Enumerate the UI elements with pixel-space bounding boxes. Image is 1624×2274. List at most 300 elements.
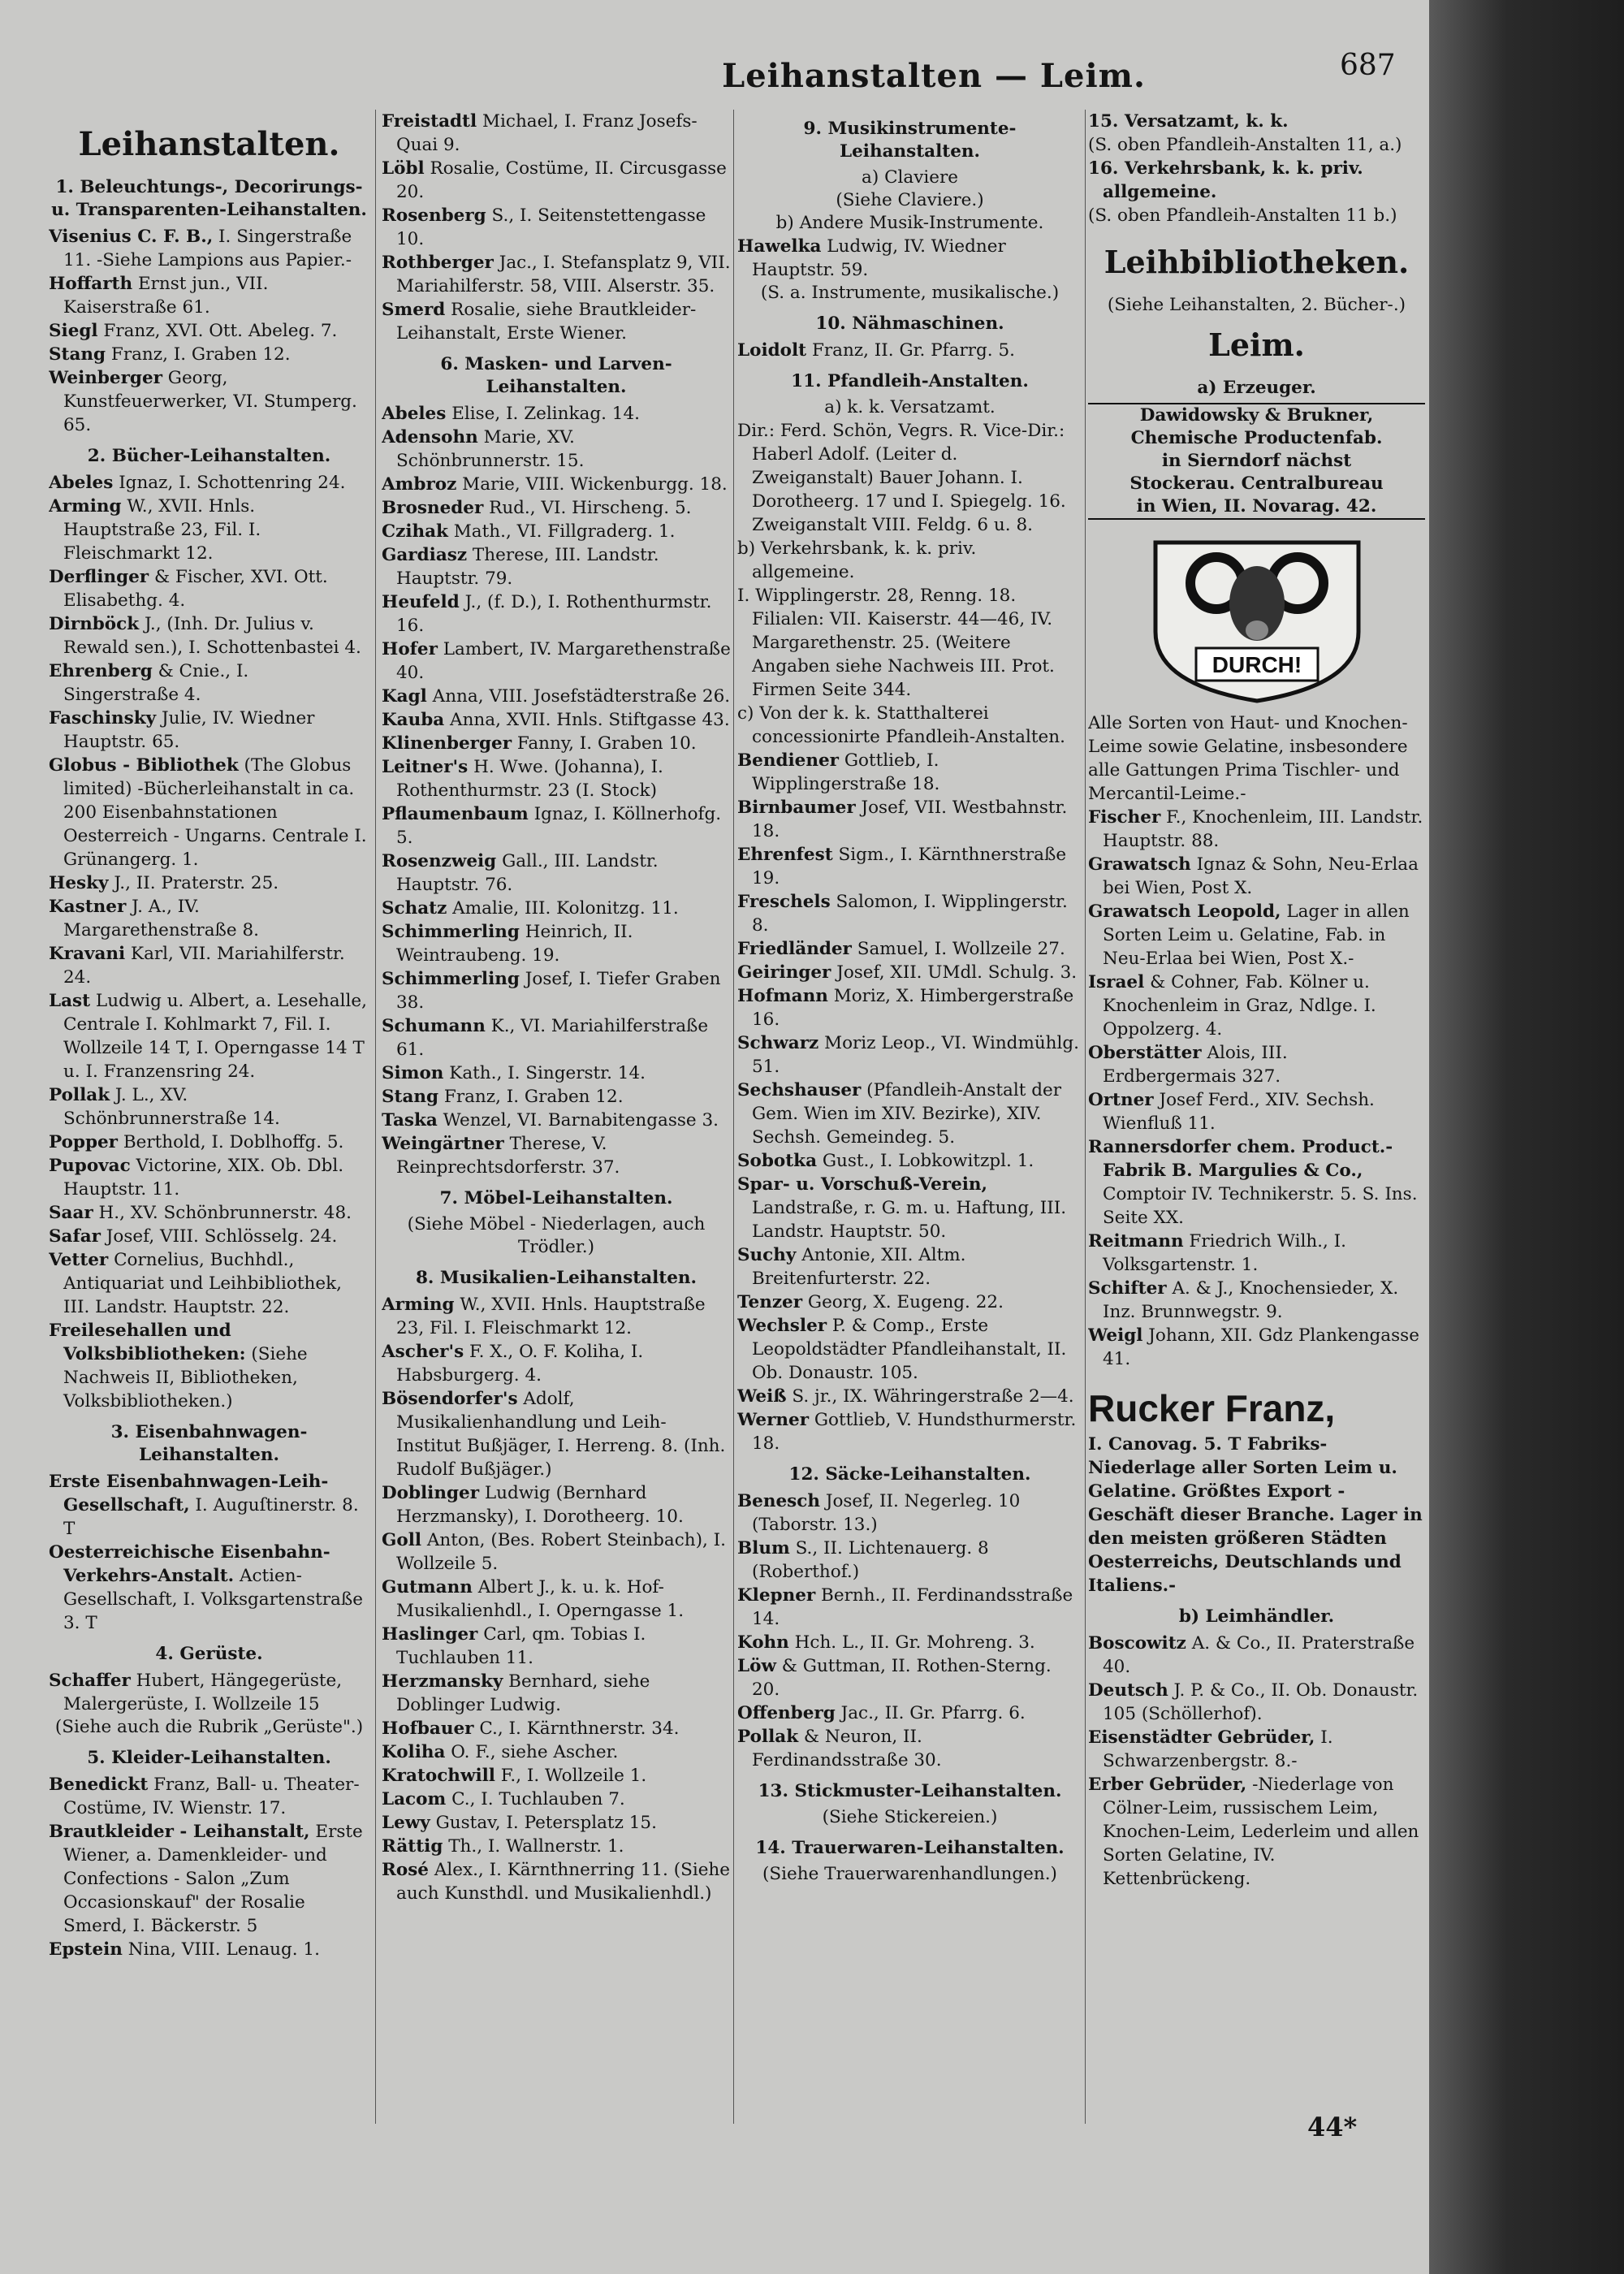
directory-entry bbox=[737, 339, 1082, 362]
entry-name: Weingärtner bbox=[382, 1134, 504, 1154]
entry-name: Löbl bbox=[382, 158, 425, 179]
entry-name: Adensohn bbox=[382, 427, 478, 447]
entry-text: Nina, VIII. Lenaug. 1. bbox=[122, 1939, 320, 1960]
entry-name: Kagl bbox=[382, 686, 427, 707]
directory-entry bbox=[737, 1314, 1082, 1385]
directory-entry bbox=[382, 1293, 731, 1340]
directory-entry bbox=[49, 272, 369, 319]
ad-line: Chemische Productenfab. bbox=[1130, 428, 1383, 448]
entry-text: Anna, XVII. Hnls. Stiftgasse 43. bbox=[444, 710, 730, 730]
ad-block bbox=[1088, 403, 1425, 520]
entry-text: Th., I. Wallnerstr. 1. bbox=[443, 1836, 624, 1857]
directory-entry bbox=[49, 871, 369, 895]
directory-entry bbox=[737, 1031, 1082, 1079]
entry-name: 15. Versatzamt, k. k. bbox=[1088, 111, 1289, 132]
directory-entry bbox=[382, 1811, 731, 1835]
entry-text: Salomon, I. Wipplingerstr. 8. bbox=[752, 892, 1068, 936]
entry-text: (Pfandleih-Anstalt der Gem. Wien im XIV. Bezirke), XIV. Sechsh. Gemeindeg. 5. bbox=[752, 1080, 1061, 1148]
entry-text: Bernhard, siehe Doblinger Ludwig. bbox=[396, 1671, 650, 1715]
entry-name: Grawatsch bbox=[1088, 854, 1191, 875]
entry-name: Pollak bbox=[49, 1085, 110, 1105]
directory-entry bbox=[382, 1481, 731, 1528]
directory-entry bbox=[382, 920, 731, 967]
logo-text: DURCH! bbox=[1212, 652, 1302, 677]
entry-name: Brautkleider - Leihanstalt, bbox=[49, 1822, 310, 1842]
directory-entry bbox=[49, 1541, 369, 1635]
entry-name: Schimmerling bbox=[382, 922, 520, 942]
directory-entry bbox=[737, 1408, 1082, 1455]
entry-text: Ludwig, IV. Wiedner Hauptstr. 59. bbox=[752, 236, 1006, 280]
entry-text: Cornelius, Buchhdl., Antiquariat und Leihbibliothek, III. Landstr. Hauptstr. 22. bbox=[63, 1250, 342, 1317]
entry-text: Kath., I. Singerstr. 14. bbox=[443, 1063, 646, 1083]
rucker-ad-text: I. Canovag. 5. T Fabriks-Niederlage aller Sorten Leim u. Gelatine. Größtes Export - Geschäft dieser Branche. Lager in den meisten größeren Städten Oesterreichs, Deutschlands und Italiens.- bbox=[1088, 1434, 1423, 1596]
directory-entry bbox=[382, 1061, 731, 1085]
directory-entry bbox=[49, 225, 369, 272]
entry-text: Victorine, XIX. Ob. Dbl. Hauptstr. 11. bbox=[63, 1156, 344, 1200]
directory-entry bbox=[1088, 1230, 1425, 1277]
directory-entry bbox=[382, 1835, 731, 1858]
directory-entry bbox=[1088, 1324, 1425, 1371]
entry-name: Boscowitz bbox=[1088, 1633, 1186, 1654]
directory-entry bbox=[1088, 1632, 1425, 1679]
entry-text: Comptoir IV. Technikerstr. 5. S. Ins. Seite XX. bbox=[1103, 1184, 1418, 1228]
leim-producers bbox=[1088, 806, 1425, 1371]
entry-name: Erber Gebrüder, bbox=[1088, 1775, 1247, 1795]
entry-text: Wenzel, VI. Barnabitengasse 3. bbox=[437, 1110, 719, 1131]
entry-name: Rosenberg bbox=[382, 205, 486, 226]
entry-text: & Fischer, XVI. Ott. Elisabethg. 4. bbox=[63, 567, 328, 611]
directory-entry bbox=[382, 1109, 731, 1132]
entry-name: Grawatsch Leopold, bbox=[1088, 901, 1281, 922]
entry-text: Albert J., k. u. k. Hof-Musikalienhdl., I. Operngasse 1. bbox=[396, 1577, 685, 1621]
directory-entry bbox=[737, 1537, 1082, 1584]
entry-text: Franz, Ball- u. Theater-Costüme, IV. Wienstr. 17. bbox=[63, 1775, 360, 1818]
directory-entry bbox=[49, 1248, 369, 1319]
directory-entry bbox=[1088, 1277, 1425, 1324]
entry-text: Moriz Leop., VI. Windmühlg. 51. bbox=[752, 1033, 1080, 1077]
entry-text: Johann, XII. Gdz Plankengasse 41. bbox=[1103, 1325, 1419, 1369]
entry-text: Antonie, XII. Altm. Breitenfurterstr. 22. bbox=[752, 1245, 966, 1289]
directory-entry bbox=[49, 1131, 369, 1154]
section-note: (Siehe Möbel - Niederlagen, auch Trödler.) bbox=[407, 1214, 706, 1257]
directory-entry bbox=[382, 110, 731, 157]
running-head: Leihanstalten — Leim. bbox=[722, 57, 1146, 95]
directory-entry bbox=[1088, 157, 1425, 204]
section-title: 9. Musikinstrumente-Leihanstalten. bbox=[803, 119, 1017, 162]
entry-text: Alois, III. Erdbergermais 327. bbox=[1103, 1043, 1288, 1087]
entry-name: Fischer bbox=[1088, 807, 1161, 828]
entry-name: Lewy bbox=[382, 1813, 430, 1833]
entry-text: Jac., I. Stefansplatz 9, VII. Mariahilferstr. 58, VIII. Alserstr. 35. bbox=[396, 253, 731, 296]
entry-text: Ignaz, I. Köllnerhofg. 5. bbox=[396, 804, 722, 848]
directory-entry bbox=[382, 1085, 731, 1109]
entry-text: Josef Ferd., XIV. Sechsh. Wienfluß 11. bbox=[1103, 1090, 1375, 1134]
entry-name: Globus - Bibliothek bbox=[49, 755, 239, 776]
entry-name: Kratochwill bbox=[382, 1766, 495, 1786]
directory-entry bbox=[382, 967, 731, 1014]
section-title: 6. Masken- und Larven-Leihanstalten. bbox=[440, 354, 672, 397]
entry-text: Therese, V. Reinprechtsdorferstr. 37. bbox=[396, 1134, 620, 1178]
directory-entry bbox=[382, 590, 731, 638]
entry-text: H. Wwe. (Johanna), I. Rothenthurmstr. 23 (I. Stock) bbox=[396, 757, 663, 801]
entry-text: Carl, qm. Tobias I. Tuchlauben 11. bbox=[396, 1624, 646, 1668]
entry-name: Benesch bbox=[737, 1491, 820, 1511]
entry-name: Rannersdorfer chem. Product.-Fabrik B. Margulies & Co., bbox=[1088, 1137, 1393, 1181]
entry-name: Werner bbox=[737, 1410, 810, 1430]
entry-name: Friedländer bbox=[737, 939, 852, 959]
directory-entry bbox=[1088, 806, 1425, 853]
leim-traders bbox=[1088, 1632, 1425, 1891]
column-2-lead bbox=[382, 110, 731, 345]
column-3-body bbox=[737, 118, 1082, 1886]
entry-text: (Siehe Nachweis II, Bibliotheken, Volksbibliotheken.) bbox=[63, 1344, 308, 1412]
directory-entry bbox=[382, 520, 731, 543]
entry-text: Ludwig u. Albert, a. Lesehalle, Centrale I. Kohlmarkt 7, Fil. I. Wollzeile 14 T, I. Operngasse 14 T u. I. Franzensring 24. bbox=[63, 991, 367, 1082]
entry-text: Jac., II. Gr. Pfarrg. 6. bbox=[835, 1703, 1026, 1723]
entry-name: Epstein bbox=[49, 1939, 123, 1960]
entry-name: Abeles bbox=[49, 473, 114, 493]
column-2 bbox=[382, 110, 731, 1905]
entry-text: J., (f. D.), I. Rothenthurmstr. 16. bbox=[396, 592, 712, 636]
directory-entry bbox=[1088, 1679, 1425, 1726]
section-text: b) Verkehrsbank, k. k. priv. allgemeine. bbox=[737, 538, 977, 582]
directory-entry bbox=[382, 755, 731, 802]
column-rule bbox=[375, 110, 376, 2124]
entry-text: Gottlieb, V. Hundsthurmerstr. 18. bbox=[752, 1410, 1077, 1454]
entry-text: C., I. Kärnthnerstr. 34. bbox=[473, 1718, 680, 1739]
directory-entry bbox=[737, 1149, 1082, 1173]
entry-text: & Neuron, II. Ferdinandsstraße 30. bbox=[752, 1727, 942, 1770]
entry-name: Israel bbox=[1088, 972, 1145, 992]
entry-name: Pflaumenbaum bbox=[382, 804, 529, 824]
section-text: Dir.: Ferd. Schön, Vegrs. R. Vice-Dir.: Haberl Adolf. (Leiter d. Zweiganstalt) Bauer Johann. I. Dorotheerg. 17 und I. Spiegelg. 16. Zweiganstalt VIII. Feldg. 6 u. 8. bbox=[737, 421, 1066, 535]
entry-text: A. & Co., II. Praterstraße 40. bbox=[1103, 1633, 1415, 1677]
directory-entry bbox=[382, 543, 731, 590]
section-title: 13. Stickmuster-Leihanstalten. bbox=[758, 1781, 1062, 1801]
directory-entry bbox=[382, 685, 731, 708]
entry-text: Anton, (Bes. Robert Steinbach), I. Wollzeile 5. bbox=[396, 1530, 727, 1574]
entry-name: Pollak bbox=[737, 1727, 799, 1747]
entry-name: Ehrenfest bbox=[737, 845, 833, 865]
entry-text: Marie, XV. Schönbrunnerstr. 15. bbox=[396, 427, 585, 471]
entry-name: Schimmerling bbox=[382, 969, 520, 989]
entry-text: (S. oben Pfandleih-Anstalten 11 b.) bbox=[1088, 205, 1397, 226]
entry-name: Tenzer bbox=[737, 1292, 803, 1312]
ram-shield-logo bbox=[1139, 534, 1375, 705]
directory-entry bbox=[382, 708, 731, 732]
signature-mark: 44* bbox=[1307, 2112, 1358, 2142]
section-line: (Siehe Claviere.) bbox=[836, 190, 984, 210]
directory-entry bbox=[49, 707, 369, 754]
entry-text: Michael, I. Franz Josefs-Quai 9. bbox=[396, 111, 698, 155]
entry-text: A. & J., Knochensieder, X. Inz. Brunnwegstr. 9. bbox=[1103, 1278, 1399, 1322]
entry-name: Popper bbox=[49, 1132, 119, 1152]
entry-text: S., I. Seitenstettengasse 10. bbox=[396, 205, 706, 249]
directory-entry bbox=[49, 989, 369, 1083]
entry-name: Spar- u. Vorschuß-Verein, bbox=[737, 1174, 988, 1195]
entry-name: Gutmann bbox=[382, 1577, 473, 1597]
entry-name: Freistadtl bbox=[382, 111, 477, 132]
entry-name: Gardiasz bbox=[382, 545, 468, 565]
entry-name: Haslinger bbox=[382, 1624, 478, 1645]
entry-name: Arming bbox=[49, 496, 122, 517]
entry-name: Löw bbox=[737, 1656, 776, 1676]
ram-shield-icon bbox=[1139, 534, 1375, 705]
entry-name: Kohn bbox=[737, 1632, 789, 1653]
entry-text: Lager in allen Sorten Leim u. Gelatine, Fab. in Neu-Erlaa bei Wien, Post X.- bbox=[1103, 901, 1410, 969]
entry-text: Gust., I. Lobkowitzpl. 1. bbox=[817, 1151, 1034, 1171]
directory-entry bbox=[382, 1717, 731, 1740]
directory-entry bbox=[49, 471, 369, 495]
entry-text: Franz, XVI. Ott. Abeleg. 7. bbox=[97, 321, 338, 341]
column-rule bbox=[733, 110, 734, 2124]
entry-name: Abeles bbox=[382, 404, 447, 424]
directory-entry bbox=[382, 157, 731, 204]
book-edge bbox=[1429, 0, 1624, 2274]
directory-entry bbox=[382, 251, 731, 298]
section-title: 2. Bücher-Leihanstalten. bbox=[87, 446, 331, 466]
directory-entry bbox=[49, 942, 369, 989]
section-line: a) k. k. Versatzamt. bbox=[824, 397, 996, 417]
ad-line: Stockerau. Centralbureau bbox=[1129, 473, 1384, 494]
directory-entry bbox=[737, 1385, 1082, 1408]
entry-name: Blum bbox=[737, 1538, 790, 1559]
entry-text: Landstraße, r. G. m. u. Haftung, III. Landstr. Hauptstr. 50. bbox=[752, 1198, 1067, 1242]
directory-entry bbox=[382, 1340, 731, 1387]
section-title: 3. Eisenbahnwagen-Leihanstalten. bbox=[110, 1422, 308, 1465]
section-note: (Siehe auch die Rubrik „Gerüste".) bbox=[54, 1717, 364, 1737]
entry-text: & Guttman, II. Rothen-Sterng. 20. bbox=[752, 1656, 1052, 1700]
entry-text: Georg, Kunstfeuerwerker, VI. Stumperg. 65. bbox=[63, 368, 357, 435]
entry-text: Erste Wiener, a. Damenkleider- und Confections - Salon „Zum Occasionskauf" der Rosalie Smerd, I. Bäckerstr. 5 bbox=[63, 1822, 363, 1936]
directory-entry bbox=[382, 496, 731, 520]
directory-entry bbox=[737, 1584, 1082, 1631]
entry-name: Bösendorfer's bbox=[382, 1389, 518, 1409]
entry-name: Derflinger bbox=[49, 567, 149, 587]
heading-leim: Leim. bbox=[1208, 326, 1305, 363]
entry-text: Ernst jun., VII. Kaiserstraße 61. bbox=[63, 274, 269, 318]
entry-name: Rosé bbox=[382, 1860, 429, 1880]
section-title: 5. Kleider-Leihanstalten. bbox=[87, 1748, 331, 1768]
directory-entry bbox=[49, 754, 369, 871]
entry-text: J. A., IV. Margarethenstraße 8. bbox=[63, 897, 259, 940]
directory-entry bbox=[49, 1669, 369, 1716]
entry-text: H., XV. Schönbrunnerstr. 48. bbox=[93, 1203, 352, 1223]
entry-name: Taska bbox=[382, 1110, 438, 1131]
entry-name: Pupovac bbox=[49, 1156, 131, 1176]
entry-text: Ignaz, I. Schottenring 24. bbox=[113, 473, 346, 493]
section-note: (Siehe Stickereien.) bbox=[822, 1807, 998, 1827]
directory-entry bbox=[382, 1014, 731, 1061]
ad-line: in Wien, II. Novarag. 42. bbox=[1136, 496, 1377, 517]
directory-entry bbox=[1088, 133, 1425, 157]
entry-text: Samuel, I. Wollzeile 27. bbox=[851, 939, 1065, 959]
entry-name: Kravani bbox=[49, 944, 126, 964]
entry-name: Birnbaumer bbox=[737, 798, 856, 818]
entry-name: Geiringer bbox=[737, 962, 831, 983]
entry-text: Ludwig (Bernhard Herzmansky), I. Dorotheerg. 10. bbox=[396, 1483, 684, 1527]
entry-text: Franz, I. Graben 12. bbox=[106, 344, 291, 365]
entry-name: Heufeld bbox=[382, 592, 460, 612]
section-line: a) Claviere bbox=[862, 167, 958, 188]
directory-entry bbox=[49, 895, 369, 942]
section-title: 8. Musikalien-Leihanstalten. bbox=[415, 1268, 698, 1288]
sub-heading-a: a) Erzeuger. bbox=[1197, 378, 1316, 398]
directory-entry bbox=[49, 1470, 369, 1541]
entry-name: Offenberg bbox=[737, 1703, 836, 1723]
entry-text: J., (Inh. Dr. Julius v. Rewald sen.), I. Schottenbastei 4. bbox=[63, 614, 361, 658]
section-title: 11. Pfandleih-Anstalten. bbox=[791, 371, 1029, 391]
directory-entry bbox=[382, 850, 731, 897]
entry-text: Hch. L., II. Gr. Mohreng. 3. bbox=[788, 1632, 1035, 1653]
column-1-body bbox=[49, 176, 369, 1961]
directory-entry bbox=[737, 1631, 1082, 1654]
directory-entry bbox=[737, 890, 1082, 937]
page-number: 687 bbox=[1340, 49, 1396, 82]
directory-entry bbox=[1088, 204, 1425, 227]
directory-entry bbox=[49, 1225, 369, 1248]
directory-entry bbox=[49, 366, 369, 437]
directory-entry bbox=[737, 843, 1082, 890]
entry-name: Koliha bbox=[382, 1742, 446, 1762]
directory-entry bbox=[737, 984, 1082, 1031]
directory-entry bbox=[382, 802, 731, 850]
directory-entry bbox=[382, 732, 731, 755]
directory-entry bbox=[737, 1654, 1082, 1701]
directory-entry bbox=[49, 1201, 369, 1225]
entry-name: Visenius C. F. B., bbox=[49, 227, 214, 247]
directory-entry bbox=[1088, 1041, 1425, 1088]
column-4-lead bbox=[1088, 110, 1425, 227]
entry-text: Fanny, I. Graben 10. bbox=[512, 733, 697, 754]
directory-entry bbox=[49, 659, 369, 707]
entry-text: Actien-Gesellschaft, I. Volksgartenstraße 3. T bbox=[63, 1566, 363, 1633]
directory-entry bbox=[49, 1154, 369, 1201]
entry-text: Rud., VI. Hirscheng. 5. bbox=[483, 498, 692, 518]
directory-entry bbox=[1088, 1726, 1425, 1773]
section-note: (Siehe Trauerwarenhandlungen.) bbox=[762, 1864, 1057, 1884]
directory-entry bbox=[49, 1083, 369, 1131]
entry-name: 16. Verkehrsbank, k. k. priv. allgemeine. bbox=[1088, 158, 1363, 202]
entry-text: F., I. Wollzeile 1. bbox=[495, 1766, 647, 1786]
directory-entry bbox=[737, 235, 1082, 282]
entry-name: Last bbox=[49, 991, 91, 1011]
entry-name: Brosneder bbox=[382, 498, 484, 518]
directory-entry bbox=[49, 343, 369, 366]
section-text: c) Von der k. k. Statthalterei concessionirte Pfandleih-Anstalten. bbox=[737, 703, 1065, 747]
entry-name: Sobotka bbox=[737, 1151, 817, 1171]
directory-entry bbox=[49, 1938, 369, 1961]
entry-name: Weiß bbox=[737, 1386, 787, 1407]
entry-text: J., II. Praterstr. 25. bbox=[108, 873, 279, 893]
rucker-ad-name: Rucker Franz, bbox=[1088, 1387, 1336, 1429]
entry-name: Safar bbox=[49, 1226, 101, 1247]
directory-entry bbox=[49, 612, 369, 659]
directory-entry bbox=[1088, 1773, 1425, 1891]
entry-text: Josef, VIII. Schlösselg. 24. bbox=[100, 1226, 338, 1247]
entry-text: & Cnie., I. Singerstraße 4. bbox=[63, 661, 249, 705]
entry-name: Rothberger bbox=[382, 253, 494, 273]
directory-entry bbox=[382, 1764, 731, 1788]
section-text: I. Wipplingerstr. 28, Renng. 18. Filialen: VII. Kaiserstr. 44—46, IV. Margarethenstr. 25. (Weitere Angaben siehe Nachweis III. Prot. Firmen Seite 344. bbox=[737, 586, 1055, 700]
directory-entry bbox=[49, 1773, 369, 1820]
entry-text: Franz, I. Graben 12. bbox=[438, 1087, 624, 1107]
entry-name: Simon bbox=[382, 1063, 444, 1083]
entry-name: Eisenstädter Gebrüder, bbox=[1088, 1727, 1315, 1748]
column-1 bbox=[49, 110, 369, 1961]
directory-entry bbox=[737, 1725, 1082, 1772]
entry-text: Friedrich Wilh., I. Volksgartenstr. 1. bbox=[1103, 1231, 1347, 1275]
entry-name: Sechshauser bbox=[737, 1080, 862, 1100]
section-title: 12. Säcke-Leihanstalten. bbox=[788, 1464, 1031, 1485]
directory-entry bbox=[1088, 853, 1425, 900]
entry-text: Therese, III. Landstr. Hauptstr. 79. bbox=[396, 545, 659, 589]
directory-entry bbox=[737, 749, 1082, 796]
section-title: 10. Nähmaschinen. bbox=[815, 313, 1004, 334]
entry-name: Freschels bbox=[737, 892, 831, 912]
entry-text: F., Knochenleim, III. Landstr. Hauptstr. 88. bbox=[1103, 807, 1423, 851]
entry-text: Josef, II. Negerleg. 10 (Taborstr. 13.) bbox=[752, 1491, 1021, 1535]
entry-name: Schatz bbox=[382, 898, 447, 919]
column-rule bbox=[1085, 110, 1086, 2124]
entry-text: (S. oben Pfandleih-Anstalten 11, a.) bbox=[1088, 135, 1402, 155]
column-2-body bbox=[382, 353, 731, 1905]
entry-name: Schaffer bbox=[49, 1671, 131, 1691]
ad-line: Dawidowsky & Brukner, bbox=[1139, 405, 1374, 426]
directory-entry bbox=[382, 1740, 731, 1764]
entry-name: Deutsch bbox=[1088, 1680, 1168, 1701]
entry-name: Arming bbox=[382, 1295, 455, 1315]
entry-text: C., I. Tuchlauben 7. bbox=[446, 1789, 625, 1809]
directory-entry bbox=[382, 1858, 731, 1905]
entry-name: Klepner bbox=[737, 1585, 816, 1606]
entry-text: Franz, II. Gr. Pfarrg. 5. bbox=[806, 340, 1015, 361]
ad-line: in Sierndorf nächst bbox=[1161, 451, 1352, 471]
directory-entry bbox=[382, 1670, 731, 1717]
entry-name: Herzmansky bbox=[382, 1671, 503, 1692]
entry-text: W., XVII. Hnls. Hauptstraße 23, Fil. I. Fleischmarkt 12. bbox=[396, 1295, 706, 1338]
entry-text: Georg, X. Eugeng. 22. bbox=[802, 1292, 1004, 1312]
entry-text: Berthold, I. Doblhoffg. 5. bbox=[118, 1132, 344, 1152]
entry-text: Julie, IV. Wiedner Hauptstr. 65. bbox=[63, 708, 315, 752]
directory-entry bbox=[1088, 900, 1425, 971]
entry-name: Kauba bbox=[382, 710, 445, 730]
directory-entry bbox=[49, 565, 369, 612]
entry-text: Rosalie, siehe Brautkleider-Leihanstalt, Erste Wiener. bbox=[396, 300, 697, 344]
entry-name: Oberstätter bbox=[1088, 1043, 1202, 1063]
entry-name: Faschinsky bbox=[49, 708, 157, 728]
entry-name: Weigl bbox=[1088, 1325, 1143, 1346]
directory-entry bbox=[382, 638, 731, 685]
directory-entry bbox=[49, 495, 369, 565]
entry-text: Math., VI. Fillgraderg. 1. bbox=[447, 521, 676, 542]
entry-text: & Cohner, Fab. Kölner u. Knochenleim in Graz, Ndlge. I. Oppolzerg. 4. bbox=[1103, 972, 1376, 1040]
entry-name: Hoffarth bbox=[49, 274, 133, 294]
entry-name: Wechsler bbox=[737, 1316, 827, 1336]
directory-entry bbox=[382, 897, 731, 920]
directory-entry bbox=[737, 937, 1082, 961]
entry-text: K., VI. Mariahilferstraße 61. bbox=[396, 1016, 709, 1060]
entry-name: Klinenberger bbox=[382, 733, 512, 754]
entry-name: Hofer bbox=[382, 639, 438, 659]
section-title: 1. Beleuchtungs-, Decorirungs- u. Transparenten-Leihanstalten. bbox=[51, 177, 367, 220]
ad-body: Alle Sorten von Haut- und Knochen-Leime sowie Gelatine, insbesondere alle Gattungen Prima Tischler- und Mercantil-Leime.- bbox=[1088, 713, 1408, 804]
entry-name: Freilesehallen und Volksbibliotheken: bbox=[49, 1321, 246, 1364]
entry-name: Hesky bbox=[49, 873, 109, 893]
directory-entry bbox=[49, 319, 369, 343]
directory-entry bbox=[382, 402, 731, 426]
directory-entry bbox=[382, 1576, 731, 1623]
